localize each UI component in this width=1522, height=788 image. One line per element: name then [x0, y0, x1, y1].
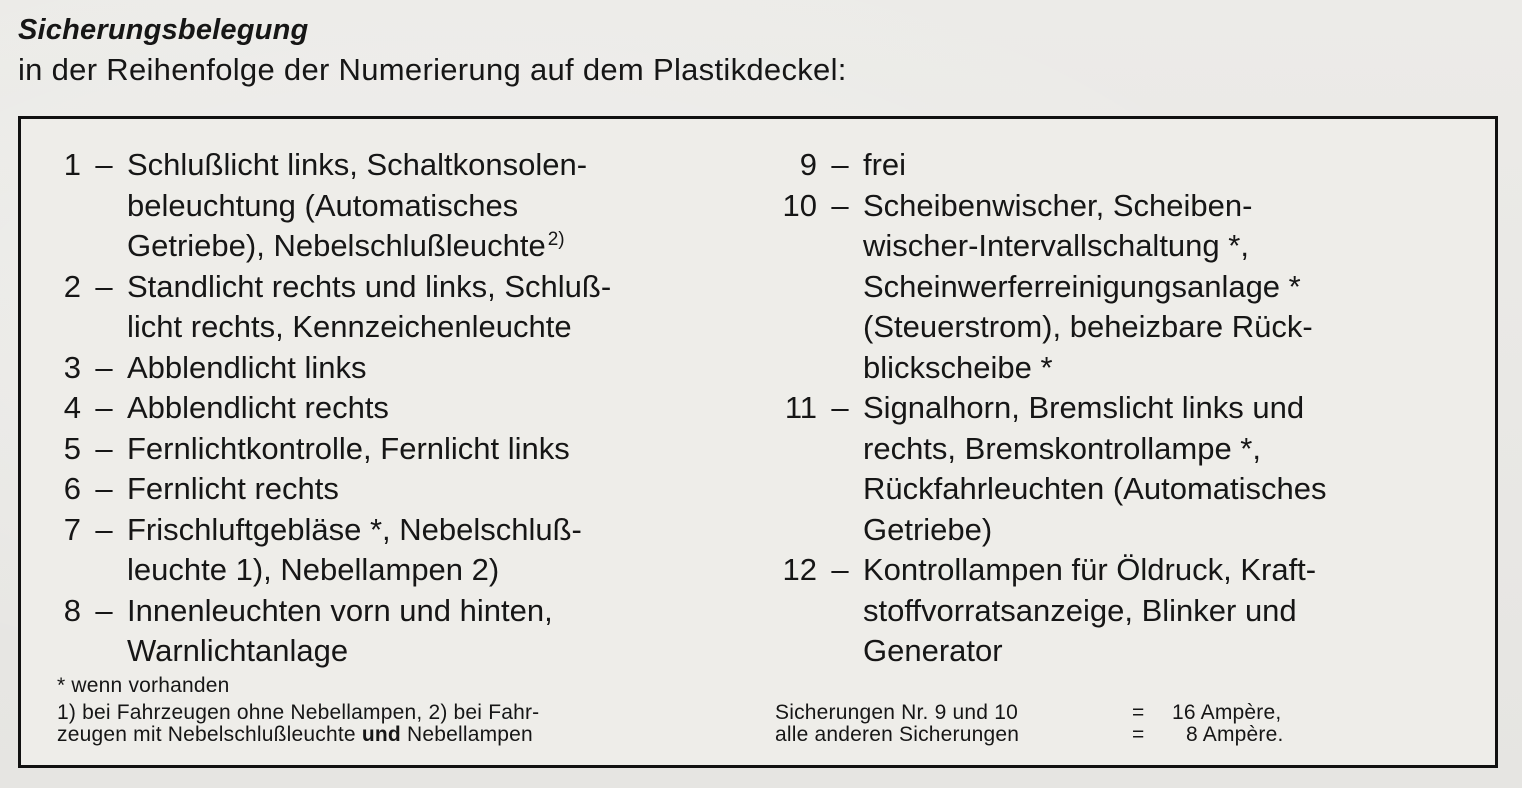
fuse-description-line — [127, 388, 757, 429]
page-subtitle: in der Reihenfolge der Numerierung auf dem Plastikdeckel: — [18, 52, 847, 87]
fuse-description — [863, 550, 1475, 672]
fuse-dash: – — [95, 349, 113, 385]
footnote-line-2-end: Nebellampen — [400, 723, 533, 746]
fuse-dash: – — [95, 390, 113, 425]
page-title: Sicherungsbelegung — [18, 14, 309, 46]
fuse-description — [863, 145, 1475, 186]
fuse-description-text: Fernlichtkontrolle, Fernlicht links — [127, 430, 570, 466]
fuse-description-text: rechts, Bremskontrollampe *, — [863, 430, 1261, 466]
fuse-description-line — [127, 591, 757, 632]
fuse-entry — [57, 469, 757, 510]
fuse-entry — [57, 591, 757, 672]
fuse-description-text: blickscheibe * — [863, 349, 1053, 385]
fuse-dash: – — [831, 147, 849, 182]
fuse-description-text: Abblendlicht links — [127, 349, 367, 385]
fuse-description-text: stoffvorratsanzeige, Blinker und — [863, 592, 1297, 628]
fuse-number: 5 — [63, 430, 81, 466]
fuse-description-line — [127, 550, 757, 591]
fuse-description — [127, 267, 757, 348]
amperage-label: alle anderen Sicherungen — [775, 723, 1020, 746]
fuse-description-text: Getriebe), Nebelschlußleuchte — [127, 228, 546, 263]
footnote-marker: 2) — [547, 229, 565, 250]
fuse-description — [127, 469, 757, 510]
fuse-description-text: Signalhorn, Bremslicht links und — [863, 390, 1305, 425]
fuse-description-line — [127, 145, 757, 186]
fuse-entry — [775, 186, 1475, 389]
fuse-description-text: Scheibenwischer, Scheiben- — [863, 187, 1253, 223]
fuse-description-text: Warnlichtanlage — [127, 633, 349, 668]
fuse-description-line — [863, 307, 1475, 348]
fuse-entry — [775, 388, 1475, 550]
fuse-description — [127, 591, 757, 672]
fuse-description-text: Scheinwerferreinigungsanlage * — [863, 268, 1301, 304]
fuse-number: 1 — [63, 147, 81, 182]
amperage-table — [775, 702, 1366, 746]
fuse-description-text: Schlußlicht links, Schaltkonsolen- — [127, 147, 588, 182]
fuse-number: 4 — [63, 390, 81, 425]
footnote-line-2-start: zeugen mit Nebelschlußleuchte — [57, 723, 362, 746]
fuse-description — [127, 348, 757, 389]
fuse-description — [127, 388, 757, 429]
amperage-equals: = — [1132, 701, 1145, 724]
fuse-entry — [57, 510, 757, 591]
fuse-description — [127, 510, 757, 591]
fuse-description-line — [863, 631, 1475, 672]
fuse-number: 12 — [782, 552, 817, 587]
fuse-description-text: wischer-Intervallschaltung *, — [863, 228, 1249, 263]
fuse-description-line — [127, 429, 757, 470]
fuse-description — [127, 429, 757, 470]
fuse-description-line — [863, 510, 1475, 551]
fuse-list-left — [57, 145, 757, 672]
fuse-entry — [57, 145, 757, 267]
fuse-description-line — [127, 348, 757, 389]
fuse-description-text: Rückfahrleuchten (Automatisches — [863, 471, 1327, 506]
fuse-dash: – — [831, 552, 849, 587]
fuse-description-line — [863, 469, 1475, 510]
amperage-label: Sicherungen Nr. 9 und 10 — [775, 701, 1018, 724]
fuse-description-line — [127, 469, 757, 510]
fuse-dash: – — [95, 511, 113, 547]
fuse-description-line — [127, 307, 757, 348]
fuse-list-right — [775, 145, 1475, 672]
fuse-description-text: Abblendlicht rechts — [127, 390, 389, 425]
fuse-dash: – — [831, 187, 849, 223]
fuse-description-line — [127, 226, 757, 267]
fuse-description-line — [863, 348, 1475, 389]
footnote-star: * wenn vorhanden — [57, 674, 230, 697]
fuse-number: 2 — [63, 268, 81, 304]
amperage-row — [775, 702, 1366, 724]
fuse-description-line — [127, 510, 757, 551]
fuse-description-line — [127, 186, 757, 227]
fuse-description-text: Generator — [863, 633, 1003, 668]
fuse-number: 10 — [782, 187, 817, 223]
footnote-line-2-bold: und — [361, 723, 401, 746]
fuse-description-text: (Steuerstrom), beheizbare Rück- — [863, 309, 1313, 344]
fuse-description-text: leuchte 1), Nebellampen 2) — [127, 552, 500, 587]
footnotes — [57, 702, 539, 746]
fuse-description-line — [863, 186, 1475, 227]
footnote-line-1: 1) bei Fahrzeugen ohne Nebellampen, 2) bei Fahr- — [57, 701, 540, 724]
fuse-description-line — [863, 145, 1475, 186]
fuse-description-line — [863, 550, 1475, 591]
fuse-entry — [57, 267, 757, 348]
fuse-description-text: Getriebe) — [863, 511, 993, 547]
fuse-dash: – — [95, 592, 113, 628]
fuse-number: 11 — [784, 390, 817, 425]
fuse-description-line — [863, 429, 1475, 470]
fuse-number: 3 — [63, 349, 81, 385]
fuse-number: 7 — [63, 511, 81, 547]
fuse-description-text: Fernlicht rechts — [127, 471, 339, 506]
fuse-description — [863, 186, 1475, 389]
fuse-dash: – — [95, 471, 113, 506]
fuse-entry — [57, 348, 757, 389]
fuse-description-text: Standlicht rechts und links, Schluß- — [127, 268, 612, 304]
fuse-dash: – — [95, 430, 113, 466]
fuse-entry — [775, 145, 1475, 186]
amperage-row — [775, 724, 1366, 746]
fuse-dash: – — [95, 147, 113, 182]
fuse-number: 6 — [63, 471, 81, 506]
fuse-description — [863, 388, 1475, 550]
fuse-description-text: Kontrollampen für Öldruck, Kraft- — [863, 552, 1317, 587]
fuse-description-line — [127, 631, 757, 672]
fuse-description-text: licht rechts, Kennzeichenleuchte — [127, 309, 572, 344]
fuse-dash: – — [95, 268, 113, 304]
footnote-line-2 — [57, 724, 539, 746]
amperage-value: 8 Ampère. — [1186, 723, 1284, 746]
amperage-value: 16 Ampère, — [1172, 701, 1282, 724]
fuse-description-text: Frischluftgebläse *, Nebelschluß- — [127, 511, 582, 547]
fuse-description-line — [127, 267, 757, 308]
fuse-number: 8 — [63, 592, 81, 628]
fuse-description-text: beleuchtung (Automatisches — [127, 187, 519, 223]
fuse-entry — [775, 550, 1475, 672]
fuse-description-text: frei — [863, 147, 907, 182]
fuse-number: 9 — [799, 147, 817, 182]
fuse-description-line — [863, 591, 1475, 632]
amperage-equals: = — [1132, 723, 1145, 746]
fuse-description-line — [863, 388, 1475, 429]
fuse-description — [127, 145, 757, 267]
fuse-description-line — [863, 226, 1475, 267]
fuse-dash: – — [831, 390, 849, 425]
fuse-description-line — [863, 267, 1475, 308]
fuse-assignment-box — [18, 116, 1498, 768]
fuse-entry — [57, 388, 757, 429]
fuse-entry — [57, 429, 757, 470]
fuse-description-text: Innenleuchten vorn und hinten, — [127, 592, 553, 628]
